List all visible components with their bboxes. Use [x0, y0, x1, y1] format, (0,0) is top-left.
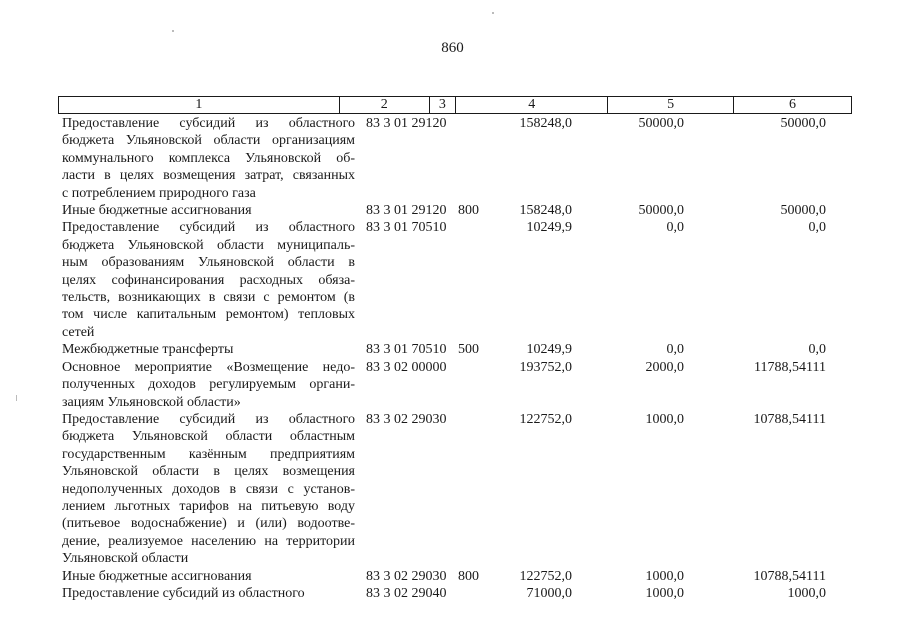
row-value-col4: 10249,9	[526, 342, 572, 358]
row-code: 83 3 01 29120	[366, 116, 447, 131]
row-description	[62, 359, 355, 411]
column-header-4: 4	[456, 97, 608, 113]
row-value-col5: 0,0	[666, 342, 684, 358]
row-value-col6: 1000,0	[787, 585, 826, 601]
row-description	[62, 568, 355, 585]
description-line: Основное мероприятие «Возмещение недо-	[62, 359, 355, 375]
row-value-col5: 2000,0	[645, 359, 684, 375]
row-description	[62, 411, 355, 568]
row-description	[62, 202, 355, 219]
row-value-col4: 193752,0	[519, 359, 572, 375]
column-header-5: 5	[608, 97, 734, 113]
column-header-3: 3	[430, 97, 456, 113]
row-code: 83 3 02 29040	[366, 585, 447, 601]
table-row	[62, 359, 852, 411]
description-line: ным образованиям Ульяновской области в	[62, 255, 355, 271]
row-value-col6: 11788,54111	[754, 359, 826, 375]
page-number: 860	[441, 40, 464, 56]
scan-speck	[16, 395, 17, 401]
row-description	[62, 219, 355, 341]
description-line: Иные бюджетные ассигнования	[62, 203, 252, 219]
row-value-col4: 122752,0	[519, 568, 572, 584]
row-code: 83 3 02 29030	[366, 411, 447, 427]
row-value-col4: 158248,0	[519, 116, 572, 131]
description-line: лением льготных тарифов на питьевую воду	[62, 498, 355, 514]
description-line: бюджета Ульяновской области организациям	[62, 133, 355, 149]
table-row	[62, 411, 852, 568]
description-line: Межбюджетные трансферты	[62, 342, 234, 358]
row-expense-type: 500	[458, 342, 479, 358]
description-line: недополученных доходов в связи с установ-	[62, 481, 355, 497]
description-line: Предоставление субсидий из областного	[62, 220, 355, 236]
row-code: 83 3 02 00000	[366, 359, 447, 375]
description-line: (питьевое водоснабжение) и (или) водоотве-	[62, 516, 355, 532]
description-line: сетей	[62, 324, 95, 340]
row-value-col6: 0,0	[808, 220, 826, 236]
row-value-col5: 50000,0	[638, 203, 684, 219]
description-line: коммунального комплекса Ульяновской об-	[62, 150, 355, 166]
description-line: Ульяновской области в целях возмещения	[62, 464, 355, 480]
description-line: с потреблением природного газа	[62, 185, 256, 201]
scan-speck	[172, 30, 174, 32]
description-line: Предоставление субсидий из областного	[62, 585, 305, 601]
row-value-col6: 50000,0	[780, 116, 826, 131]
description-line: Иные бюджетные ассигнования	[62, 568, 252, 584]
table-row	[62, 115, 852, 202]
row-value-col4: 158248,0	[519, 203, 572, 219]
row-code: 83 3 02 29030	[366, 568, 447, 584]
description-line: бюджета Ульяновской области муниципаль-	[62, 237, 355, 253]
description-line: дение, реализуемое населению на территории	[62, 533, 355, 549]
description-line: целях софинансирования расходных обяза-	[62, 272, 355, 288]
column-header-2: 2	[340, 97, 430, 113]
row-value-col5: 0,0	[666, 220, 684, 236]
row-value-col6: 50000,0	[780, 203, 826, 219]
description-line: Ульяновской области	[62, 551, 189, 567]
description-line: Предоставление субсидий из областного	[62, 116, 355, 131]
row-value-col5: 1000,0	[645, 585, 684, 601]
table-row	[62, 568, 852, 585]
column-header-6: 6	[788, 97, 796, 112]
row-code: 83 3 01 70510	[366, 342, 447, 358]
row-code: 83 3 01 29120	[366, 203, 447, 219]
row-value-col4: 122752,0	[519, 411, 572, 427]
description-line: ласти в целях возмещения затрат, связанных	[62, 168, 355, 184]
budget-table-body	[62, 115, 852, 602]
row-description	[62, 115, 355, 202]
column-header-row	[58, 96, 852, 114]
row-description	[62, 585, 355, 602]
table-row	[62, 219, 852, 341]
row-value-col4: 10249,9	[526, 220, 572, 236]
table-row	[62, 585, 852, 602]
row-code: 83 3 01 70510	[366, 220, 447, 236]
table-row	[62, 202, 852, 219]
row-expense-type: 800	[458, 568, 479, 584]
row-description	[62, 341, 355, 358]
column-header-1: 1	[59, 97, 340, 113]
row-value-col5: 50000,0	[638, 116, 684, 131]
row-value-col6: 0,0	[808, 342, 826, 358]
row-value-col5: 1000,0	[645, 411, 684, 427]
row-value-col6: 10788,54111	[753, 568, 826, 584]
description-line: том числе капитальным ремонтом) тепловых	[62, 307, 355, 323]
row-value-col5: 1000,0	[645, 568, 684, 584]
description-line: бюджета Ульяновской области областным	[62, 429, 355, 445]
row-value-col6: 10788,54111	[753, 411, 826, 427]
description-line: зациям Ульяновской области»	[62, 394, 241, 410]
description-line: Предоставление субсидий из областного	[62, 411, 355, 427]
table-row	[62, 341, 852, 358]
row-value-col4: 71000,0	[526, 585, 572, 601]
description-line: полученных доходов регулируемым органи-	[62, 377, 355, 393]
row-expense-type: 800	[458, 203, 479, 219]
description-line: государственным казённым предприятиям	[62, 446, 355, 462]
scan-speck	[492, 12, 494, 14]
description-line: тельств, возникающих в связи с ремонтом (в	[62, 290, 355, 306]
